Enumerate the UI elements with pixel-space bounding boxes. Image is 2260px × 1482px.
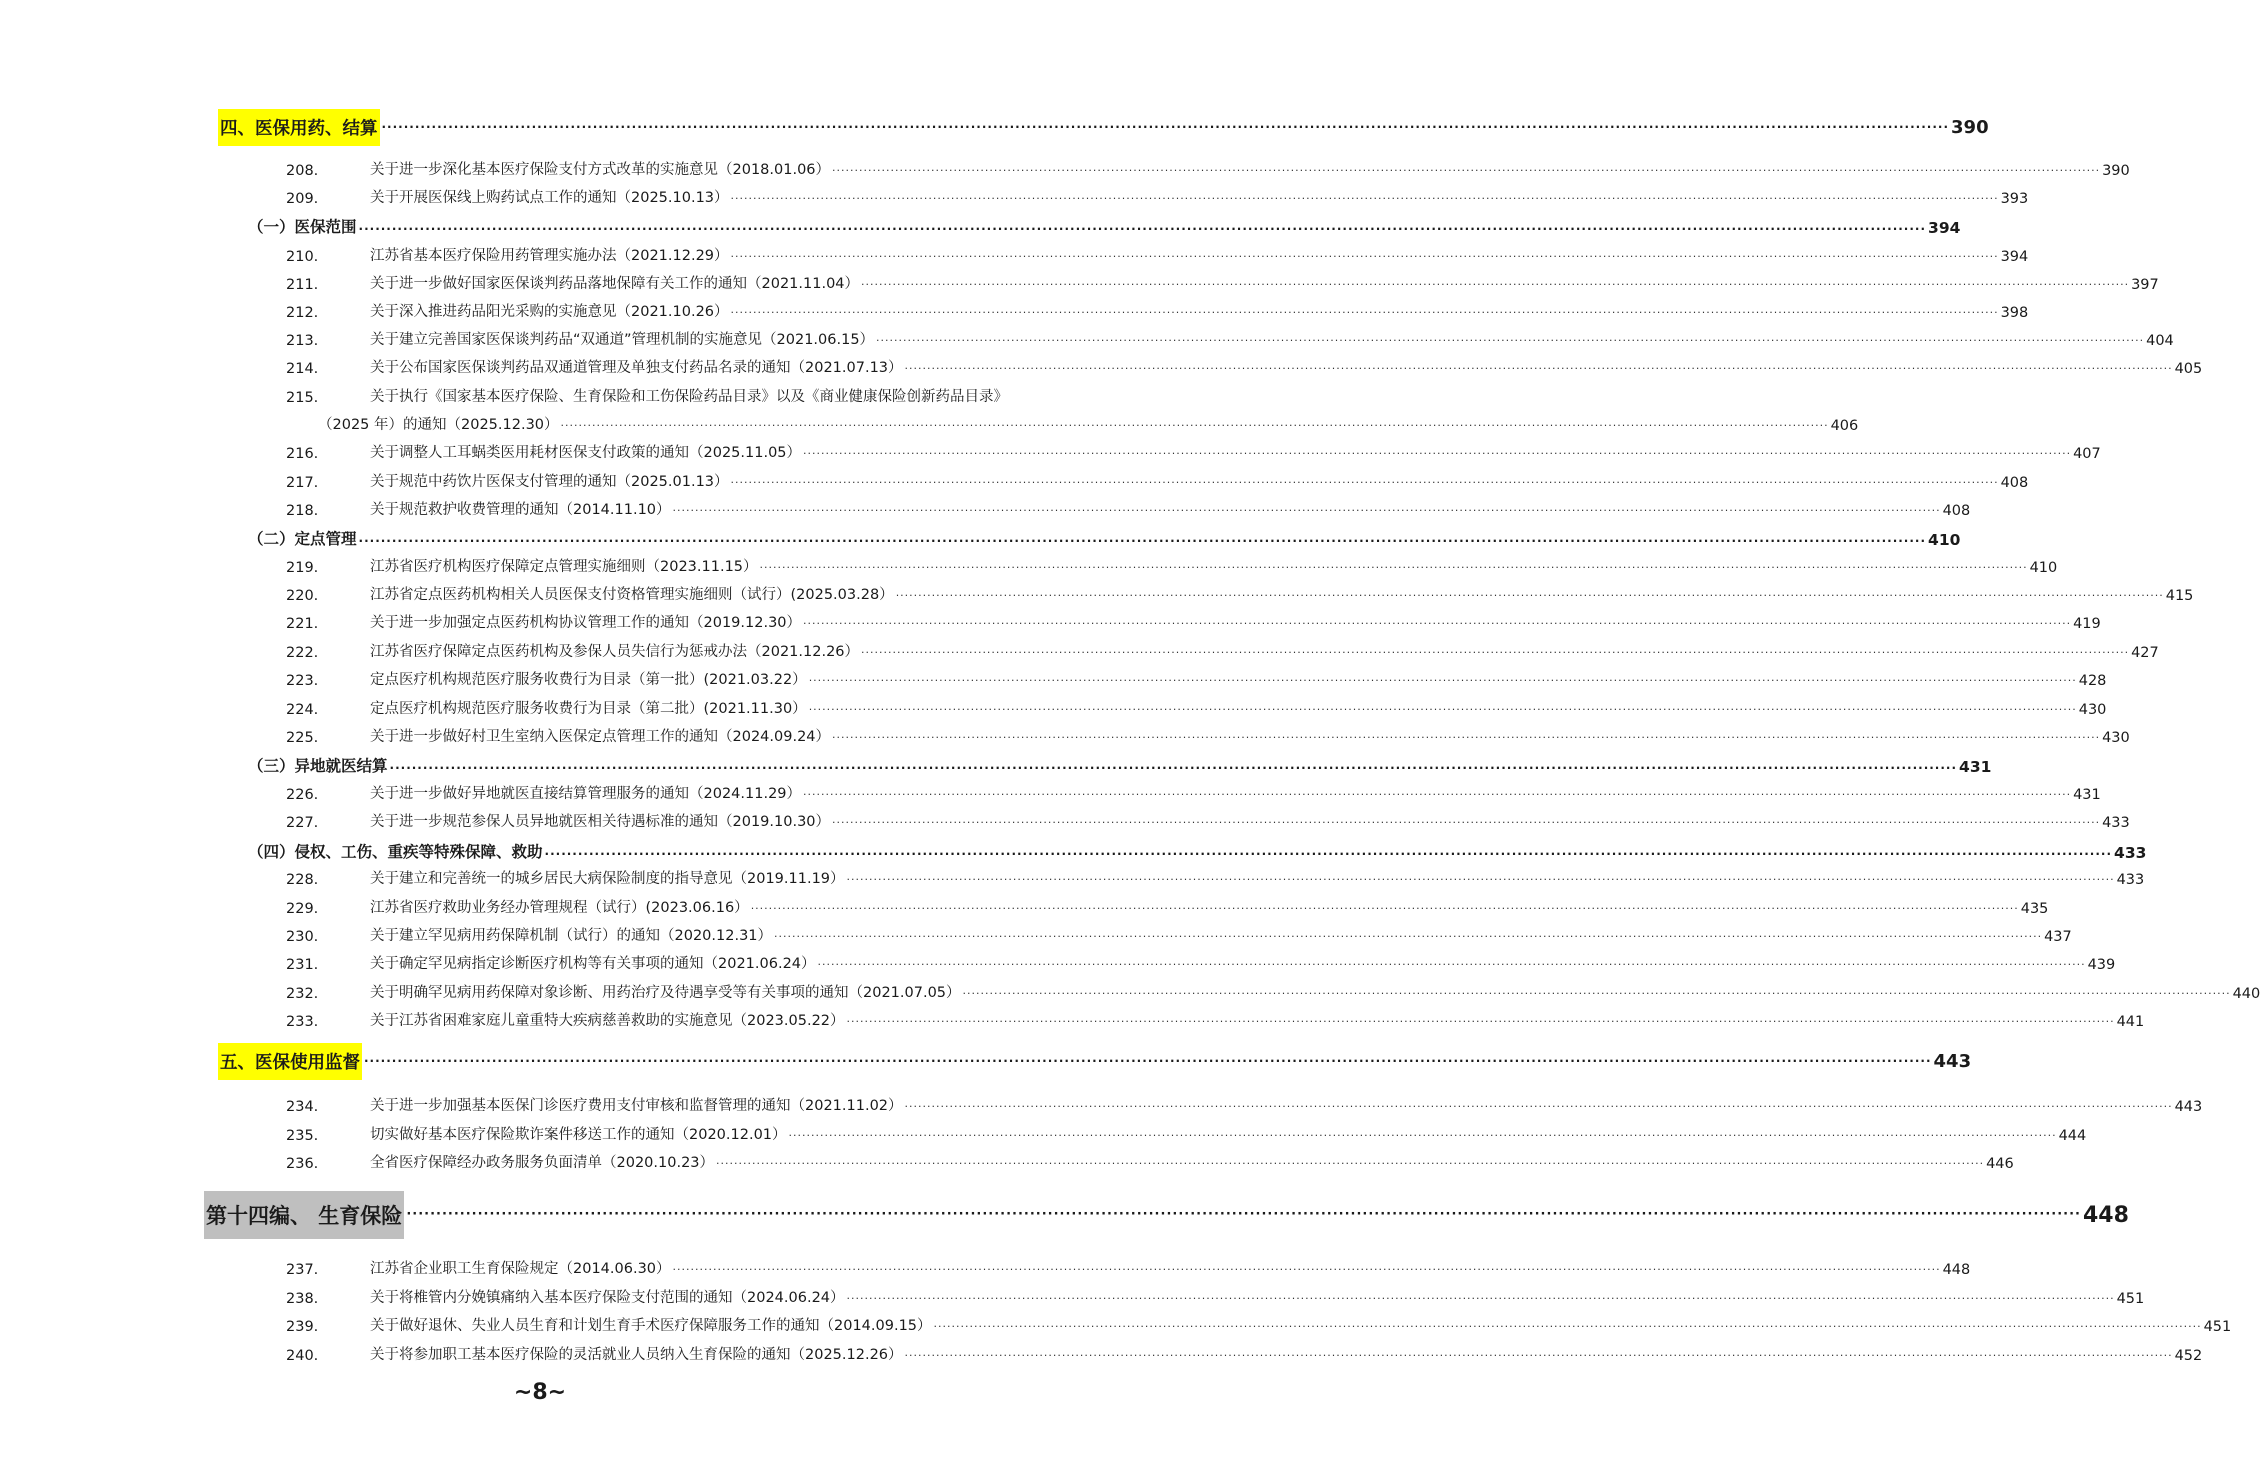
page-number: 431 — [2073, 787, 2101, 803]
page-number: 394 — [1928, 219, 1961, 237]
page-number: 430 — [2078, 702, 2107, 718]
section-heading — [218, 1044, 1972, 1078]
page-number: 397 — [2131, 277, 2159, 293]
entry-title: 关于进一步规范参保人员异地就医相关待遇标准的通知（2019.10.30） — [370, 814, 831, 830]
entry-index: 213. — [286, 333, 319, 349]
toc-entry — [286, 271, 2159, 293]
entry-index: 224. — [286, 702, 319, 718]
dot-leader — [861, 277, 2129, 293]
entry-title: 全省医疗保障经办政务服务负面清单（2020.10.23） — [370, 1155, 715, 1171]
page-number: 433 — [2114, 844, 2147, 862]
toc-entry — [286, 299, 2029, 321]
dot-leader — [359, 533, 1927, 549]
entry-title: （2025 年）的通知（2025.12.30） — [318, 417, 559, 433]
dot-leader — [364, 1054, 1932, 1068]
entry-index: 209. — [286, 191, 319, 207]
entry-title: 江苏省企业职工生育保险规定（2014.06.30） — [370, 1261, 671, 1277]
dot-leader — [406, 1208, 2081, 1222]
toc-entry — [286, 1285, 2145, 1307]
page-number: 419 — [2073, 616, 2101, 632]
entry-index: 238. — [286, 1291, 319, 1307]
dot-leader — [847, 872, 2115, 888]
page-number: 431 — [1959, 758, 1992, 776]
dot-leader — [731, 249, 1999, 265]
entry-index: 231. — [286, 957, 319, 973]
heading-label: 四、医保用药、结算 — [218, 109, 380, 146]
page-number: 398 — [2000, 305, 2029, 321]
page-number: 439 — [2087, 957, 2116, 973]
subsection-heading — [248, 752, 1992, 776]
page-number: 435 — [2020, 901, 2049, 917]
page-number: 452 — [2174, 1348, 2203, 1364]
toc-entry — [286, 1256, 1971, 1278]
dot-leader — [905, 1348, 2173, 1364]
toc-entry — [286, 355, 2203, 377]
page-number: 394 — [2000, 249, 2029, 265]
page-number: 437 — [2044, 929, 2072, 945]
entry-index: 226. — [286, 787, 319, 803]
entry-title: 关于进一步加强基本医保门诊医疗费用支付审核和监督管理的通知（2021.11.02） — [370, 1098, 903, 1114]
toc-entry-continuation — [318, 412, 1859, 434]
toc-entry — [286, 1150, 2014, 1172]
dot-leader — [731, 305, 1999, 321]
heading-label: （二）定点管理 — [248, 530, 357, 548]
entry-index: 208. — [286, 163, 319, 179]
dot-leader — [803, 787, 2071, 803]
page-number: 451 — [2203, 1319, 2232, 1335]
dot-leader — [847, 1291, 2115, 1307]
toc-entry — [286, 951, 2116, 973]
page-number: 451 — [2116, 1291, 2145, 1307]
subsection-heading — [248, 525, 1961, 549]
entry-index: 233. — [286, 1014, 319, 1030]
toc-entry — [286, 185, 2029, 207]
heading-label: （三）异地就医结算 — [248, 757, 388, 775]
entry-index: 215. — [286, 390, 319, 406]
entry-title: 切实做好基本医疗保险欺诈案件移送工作的通知（2020.12.01） — [370, 1127, 787, 1143]
dot-leader — [809, 702, 2077, 718]
page-number: 443 — [2174, 1099, 2203, 1115]
toc-entry — [286, 667, 2107, 689]
page-number: 407 — [2073, 446, 2101, 462]
toc-entry — [286, 440, 2101, 462]
entry-title: 关于执行《国家基本医疗保险、生育保险和工伤保险药品目录》以及《商业健康保险创新药品目录》 — [370, 389, 1008, 405]
entry-title: 关于公布国家医保谈判药品双通道管理及单独支付药品名录的通知（2021.07.13） — [370, 360, 903, 376]
subsection-heading — [248, 213, 1961, 237]
entry-index: 210. — [286, 249, 319, 265]
page-number: 428 — [2078, 673, 2107, 689]
entry-title: 关于明确罕见病用药保障对象诊断、用药治疗及待遇享受等有关事项的通知（2021.07.05） — [370, 985, 961, 1001]
toc-entry — [286, 384, 1018, 406]
entry-index: 219. — [286, 560, 319, 576]
entry-index: 230. — [286, 929, 319, 945]
page-number: 408 — [2000, 475, 2029, 491]
entry-index: 214. — [286, 361, 319, 377]
page-number: 406 — [1830, 418, 1859, 434]
entry-title: 江苏省医疗保障定点医药机构及参保人员失信行为惩戒办法（2021.12.26） — [370, 644, 860, 660]
part-heading — [204, 1192, 2129, 1238]
toc-entry — [286, 1342, 2203, 1364]
entry-index: 216. — [286, 446, 319, 462]
entry-title: 关于调整人工耳蜗类医用耗材医保支付政策的通知（2025.11.05） — [370, 445, 802, 461]
dot-leader — [716, 1156, 1984, 1172]
entry-title: 关于将椎管内分娩镇痛纳入基本医疗保险支付范围的通知（2024.06.24） — [370, 1290, 845, 1306]
toc-entry — [286, 554, 2058, 576]
toc-entry — [286, 724, 2130, 746]
entry-title: 关于做好退休、失业人员生育和计划生育手术医疗保障服务工作的通知（2014.09.15） — [370, 1318, 932, 1334]
entry-index: 225. — [286, 730, 319, 746]
dot-leader — [963, 986, 2231, 1002]
toc-entry — [286, 497, 1971, 519]
entry-index: 227. — [286, 815, 319, 831]
page-number: 410 — [1928, 531, 1961, 549]
dot-leader — [832, 730, 2100, 746]
entry-title: 关于将参加职工基本医疗保险的灵活就业人员纳入生育保险的通知（2025.12.26） — [370, 1347, 903, 1363]
heading-label: （一）医保范围 — [248, 218, 357, 236]
dot-leader — [896, 588, 2164, 604]
heading-label: 五、医保使用监督 — [218, 1043, 362, 1080]
entry-index: 212. — [286, 305, 319, 321]
toc-entry — [286, 895, 2049, 917]
toc-entry — [286, 582, 2194, 604]
dot-leader — [876, 333, 2144, 349]
dot-leader — [861, 645, 2129, 661]
toc-entry — [286, 327, 2174, 349]
heading-label: 第十四编、 生育保险 — [204, 1191, 404, 1239]
toc-entry — [286, 696, 2107, 718]
entry-title: 关于进一步做好异地就医直接结算管理服务的通知（2024.11.29） — [370, 786, 802, 802]
toc-entry — [286, 157, 2130, 179]
heading-label: （四）侵权、工伤、重疾等特殊保障、救助 — [248, 843, 543, 861]
toc-entry — [286, 610, 2101, 632]
entry-title: 关于深入推进药品阳光采购的实施意见（2021.10.26） — [370, 304, 729, 320]
dot-leader — [832, 815, 2100, 831]
entry-title: 江苏省医疗救助业务经办管理规程（试行）(2023.06.16） — [370, 900, 749, 916]
entry-index: 222. — [286, 645, 319, 661]
entry-title: 关于进一步做好国家医保谈判药品落地保障有关工作的通知（2021.11.04） — [370, 276, 860, 292]
dot-leader — [818, 957, 2086, 973]
dot-leader — [751, 901, 2019, 917]
dot-leader — [789, 1128, 2057, 1144]
toc-entry — [286, 923, 2072, 945]
toc-entry — [286, 866, 2145, 888]
page-number: 441 — [2116, 1014, 2145, 1030]
page-number: 448 — [2082, 1202, 2129, 1228]
page-number: 444 — [2058, 1128, 2087, 1144]
entry-title: 江苏省医疗机构医疗保障定点管理实施细则（2023.11.15） — [370, 559, 758, 575]
entry-index: 217. — [286, 475, 319, 491]
toc-entry — [286, 1008, 2145, 1030]
subsection-heading — [248, 838, 2147, 862]
dot-leader — [390, 760, 1958, 776]
dot-leader — [731, 475, 1999, 491]
entry-title: 江苏省定点医药机构相关人员医保支付资格管理实施细则（试行）(2025.03.28） — [370, 587, 894, 603]
dot-leader — [774, 929, 2042, 945]
page-number: 433 — [2116, 872, 2145, 888]
entry-title: 关于确定罕见病指定诊断医疗机构等有关事项的通知（2021.06.24） — [370, 956, 816, 972]
dot-leader — [731, 191, 1999, 207]
page-number: 410 — [2029, 560, 2058, 576]
entry-index: 218. — [286, 503, 319, 519]
entry-index: 240. — [286, 1348, 319, 1364]
dot-leader — [832, 163, 2100, 179]
entry-index: 228. — [286, 872, 319, 888]
entry-index: 232. — [286, 986, 319, 1002]
entry-title: 关于开展医保线上购药试点工作的通知（2025.10.13） — [370, 190, 729, 206]
entry-title: 关于进一步深化基本医疗保险支付方式改革的实施意见（2018.01.06） — [370, 162, 831, 178]
entry-index: 237. — [286, 1262, 319, 1278]
toc-entry — [286, 1122, 2087, 1144]
toc-entry — [286, 781, 2101, 803]
toc-entry — [286, 469, 2029, 491]
entry-index: 236. — [286, 1156, 319, 1172]
entry-index: 229. — [286, 901, 319, 917]
page-number: 427 — [2131, 645, 2159, 661]
dot-leader — [803, 446, 2071, 462]
entry-title: 关于建立罕见病用药保障机制（试行）的通知（2020.12.31） — [370, 928, 773, 944]
page-number: 440 — [2232, 986, 2260, 1002]
dot-leader — [847, 1014, 2115, 1030]
entry-index: 234. — [286, 1099, 319, 1115]
entry-index: 235. — [286, 1128, 319, 1144]
page-number: 408 — [1942, 503, 1971, 519]
page-number: 393 — [2000, 191, 2029, 207]
dot-leader — [673, 1262, 1941, 1278]
page-number: 404 — [2146, 333, 2174, 349]
page-number: 405 — [2174, 361, 2203, 377]
page-number: 446 — [1986, 1156, 2014, 1172]
dot-leader — [561, 418, 1829, 434]
entry-index: 223. — [286, 673, 319, 689]
entry-title: 定点医疗机构规范医疗服务收费行为目录（第一批）(2021.03.22） — [370, 672, 807, 688]
entry-title: 关于规范中药饮片医保支付管理的通知（2025.01.13） — [370, 474, 729, 490]
entry-title: 关于建立完善国家医保谈判药品“双通道”管理机制的实施意见（2021.06.15） — [370, 332, 875, 348]
entry-title: 关于建立和完善统一的城乡居民大病保险制度的指导意见（2019.11.19） — [370, 871, 845, 887]
toc-entry — [286, 639, 2159, 661]
toc-entry — [286, 1313, 2232, 1335]
entry-index: 239. — [286, 1319, 319, 1335]
entry-title: 江苏省基本医疗保险用药管理实施办法（2021.12.29） — [370, 248, 729, 264]
entry-title: 关于江苏省困难家庭儿童重特大疾病慈善救助的实施意见（2023.05.22） — [370, 1013, 845, 1029]
section-heading — [218, 110, 1989, 144]
dot-leader — [803, 616, 2071, 632]
entry-title: 关于进一步加强定点医药机构协议管理工作的通知（2019.12.30） — [370, 615, 802, 631]
toc-entry — [286, 1093, 2203, 1115]
dot-leader — [905, 1099, 2173, 1115]
toc-entry — [286, 980, 2260, 1002]
page-number: 390 — [1951, 116, 1989, 138]
dot-leader — [934, 1319, 2202, 1335]
dot-leader — [809, 673, 2077, 689]
toc-entry — [286, 243, 2029, 265]
entry-index: 220. — [286, 588, 319, 604]
page-number-footer: ~8~ — [513, 1380, 567, 1405]
dot-leader — [905, 361, 2173, 377]
dot-leader — [673, 503, 1941, 519]
dot-leader — [545, 846, 2113, 862]
entry-title: 关于进一步做好村卫生室纳入医保定点管理工作的通知（2024.09.24） — [370, 729, 831, 745]
entry-index: 221. — [286, 616, 319, 632]
entry-title: 定点医疗机构规范医疗服务收费行为目录（第二批）(2021.11.30） — [370, 701, 807, 717]
page-number: 430 — [2102, 730, 2130, 746]
dot-leader — [382, 120, 1950, 134]
dot-leader — [760, 560, 2028, 576]
page-number: 433 — [2102, 815, 2130, 831]
dot-leader — [359, 221, 1927, 237]
toc-entry — [286, 809, 2130, 831]
entry-index: 211. — [286, 277, 319, 293]
page-number: 443 — [1933, 1050, 1972, 1072]
page-number: 390 — [2102, 163, 2130, 179]
page-number: 415 — [2165, 588, 2194, 604]
entry-title: 关于规范救护收费管理的通知（2014.11.10） — [370, 502, 671, 518]
page-number: 448 — [1942, 1262, 1971, 1278]
